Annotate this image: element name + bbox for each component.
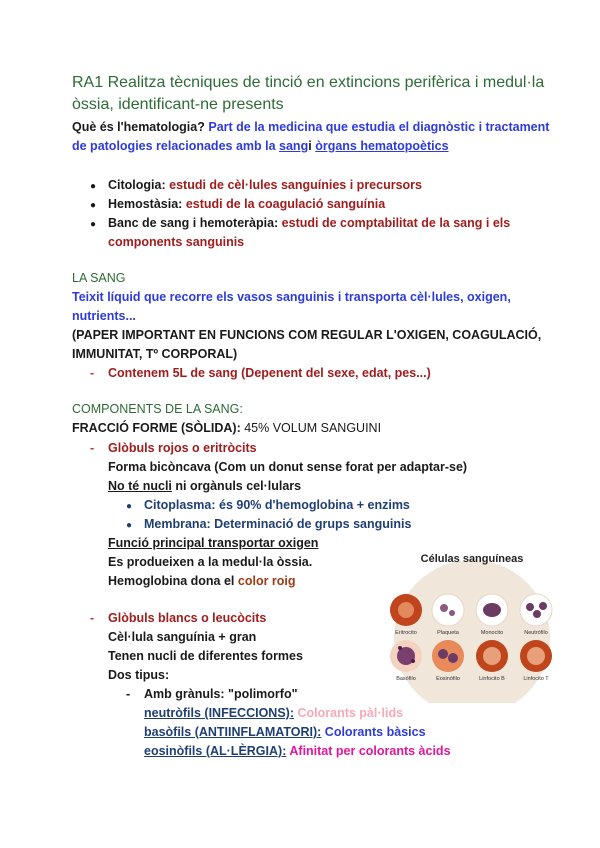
blood-cells-illustration [380,548,565,703]
wbc-line-3: Dos tipus: [108,668,170,682]
rbc-sub-item: Citoplasma: és 90% d'hemoglobina + enzims [144,498,410,512]
intro-line-2 [72,139,449,153]
cell-eosinofilo [432,640,464,672]
wbc-type-name: neutròfils (INFECCIONS): [144,706,294,720]
rbc-shape: Forma bicòncava (Com un donut sense forat per adaptar-se) [108,460,468,474]
dash-bullet: - [126,687,131,701]
wbc-type-stain: Afinitat per colorants àcids [289,744,451,758]
wbc-granular: Amb grànuls: "polimorfo" [144,687,298,701]
cell-basofilo [390,640,422,672]
wbc-type-stain: Colorants bàsics [324,725,426,739]
fraction-value: 45% VOLUM SANGUINI [244,421,382,435]
wbc-type-name: basòfils (ANTIINFLAMATORI): [144,725,322,739]
cell-label: Linfocito T [523,676,549,682]
branch-item [108,197,385,211]
la-sang-bullet: Contenem 5L de sang (Depenent del sexe, edat, pes...) [108,366,431,380]
branch-desc: estudi de la coagulació sanguínia [185,197,386,211]
rbc-title: Glòbuls rojos o eritròcits [108,441,257,455]
dash-bullet: - [90,366,95,380]
wbc-type-neutrofils [144,706,403,720]
section-heading-la-sang: LA SANG [72,271,126,285]
section-heading-components: COMPONENTS DE LA SANG: [72,402,243,416]
rbc-nucleus-rest: ni orgànuls cel·lulars [175,479,302,493]
cell-label: Eosinófilo [436,676,460,682]
fraction-label: FRACCIÓ FORME (SÒLIDA): [72,421,241,435]
cell-monocito [476,594,508,626]
blood-cells-figure [380,548,565,703]
wbc-type-eosinofils [144,744,451,758]
dash-bullet: - [90,441,95,455]
branch-desc: estudi de cèl·lules sanguínies i precursors [169,178,422,192]
rbc-function: Funció principal transportar oxigen [108,536,319,550]
la-sang-def-1: Teixit líquid que recorre els vasos sanguinis i transporta cèl·lules, oxigen, [72,290,511,304]
rbc-nucleus-underlined: No té nucli [108,479,172,493]
cell-plaqueta [432,594,464,626]
intro-i: i [308,139,312,153]
branch-desc: estudi de comptabilitat de la sang i els [281,216,511,230]
figure-title: Células sanguíneas [420,553,524,565]
branch-term: Hemostàsia: [108,197,183,211]
rbc-color-highlight: color roig [237,574,296,588]
bullet-dot: ● [90,219,97,230]
cell-eritrocito [390,594,422,626]
rbc-color [108,574,296,588]
branch-term: Citologia: [108,178,166,192]
wbc-type-stain: Colorants pàl·lids [297,706,404,720]
link-organs-hematopoetics[interactable]: òrgans hematopoètics [315,139,449,153]
rbc-produced: Es produeixen a la medul·la òssia. [108,555,313,569]
dash-bullet: - [90,611,95,625]
cell-neutrofilo [520,594,552,626]
title-line-1: RA1 Realitza tècniques de tinció en extincions perifèrica i medul·la [72,74,545,91]
branch-item [108,178,422,192]
intro-answer-1: Part de la medicina que estudia el diagnòstic i tractament [208,120,550,134]
rbc-sub-item: Membrana: Determinació de grups sanguinis [144,517,412,531]
branch-item [108,216,510,230]
bullet-dot: ● [90,200,97,211]
cell-linfocito-t [520,640,552,672]
wbc-type-name: eosinòfils (AL·LÈRGIA): [144,744,287,758]
intro-answer-2: de patologies relacionades amb la [72,139,276,153]
la-sang-def-2: nutrients... [72,309,136,323]
branch-term: Banc de sang i hemoteràpia: [108,216,279,230]
wbc-type-basofils [144,725,426,739]
intro-question: Què és l'hematologia? [72,120,205,134]
wbc-line-2: Tenen nucli de diferentes formes [108,649,303,663]
cell-label: Plaqueta [437,630,459,636]
rbc-color-text: Hemoglobina dona el [108,574,235,588]
wbc-title: Glòbuls blancs o leucòcits [108,611,267,625]
la-sang-note-1: (PAPER IMPORTANT EN FUNCIONS COM REGULAR L'OXIGEN, COAGULACIÓ, [72,328,542,342]
cell-label: Monocito [480,630,504,636]
fraction-line [72,421,381,435]
cell-label: Linfocito B [479,676,505,682]
cell-linfocito-b [476,640,508,672]
cell-label: Basófilo [396,676,416,682]
intro-line-1 [72,120,549,134]
branch-desc-cont: components sanguinis [108,235,245,249]
title-line-2: òssia, identificant-ne presents [72,96,284,113]
rbc-nucleus [108,479,301,493]
la-sang-note-2: IMMUNITAT, Tº CORPORAL) [72,347,238,361]
bullet-dot: ● [126,501,133,512]
wbc-line-1: Cèl·lula sanguínia + gran [108,630,257,644]
cell-label: Eritrocito [395,630,417,636]
link-sang[interactable]: sang [279,139,309,153]
bullet-dot: ● [90,181,97,192]
cell-label: Neutrófilo [524,630,548,636]
bullet-dot: ● [126,520,133,531]
